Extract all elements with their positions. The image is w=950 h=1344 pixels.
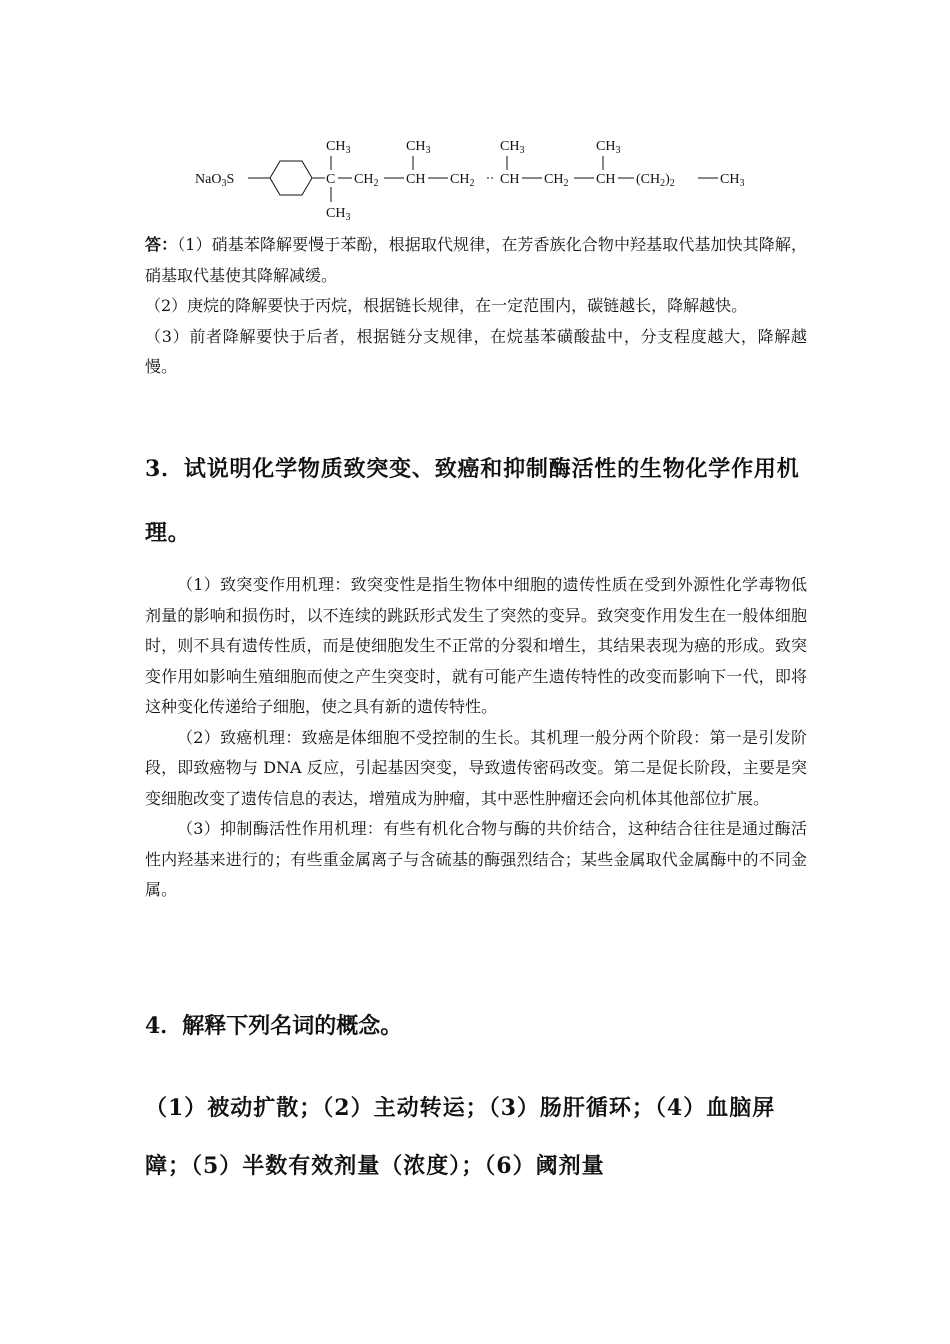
structure-ch3-end: $CH_3$ <box>720 172 745 189</box>
structure-ch2-1: $CH_2$ <box>354 172 379 189</box>
carcinogenesis-paragraph: （2）致癌机理：致癌是体细胞不受控制的生长。其机理一般分两个阶段：第一是引发阶段，即致癌物与 DNA 反应，引起基因突变，导致遗传密码改变。第二是促长阶段，主要是突变细胞改变了遗传信息的表达，增殖成为肿瘤，其中恶性肿瘤还会向机体其他部位扩展。 <box>145 727 807 808</box>
question-4-heading: 4．解释下列名词的概念。 <box>145 1013 403 1039</box>
structure-ch2-3: $CH_2$ <box>544 172 569 189</box>
benzene-ring-icon <box>270 161 312 195</box>
structure-ch3-top-3: $CH_3$ <box>500 139 525 156</box>
question-3-heading: 3．试说明化学物质致突变、致癌和抑制酶活性的生物化学作用机理。 <box>145 456 800 546</box>
answer-block <box>145 230 807 383</box>
structure-ch2-2: $CH_2$ <box>450 172 475 189</box>
chemical-structure <box>190 128 760 228</box>
structure-ch-1: CH <box>406 172 426 187</box>
structure-nao3s: NaO$_3$S <box>195 172 235 189</box>
question-3-answer <box>145 570 807 906</box>
question-4-terms: （1）被动扩散；（2）主动转运；（3）肠肝循环；（4）血脑屏障；（5）半数有效剂量（浓度）；（6）阈剂量 <box>145 1095 776 1179</box>
alkylbenzene-sulfonate-structure <box>190 128 760 228</box>
structure-ch3-top-1: $CH_3$ <box>326 139 351 156</box>
structure-ch3-bottom: $CH_3$ <box>326 206 351 223</box>
answer-paragraph-1 <box>145 230 807 291</box>
enzyme-inhibition-paragraph: （3）抑制酶活性作用机理：有些有机化合物与酶的共价结合，这种结合往往是通过酶活性内羟基来进行的；有些重金属离子与含硫基的酶强烈结合；某些金属取代金属酶中的不同金属。 <box>145 819 807 899</box>
structure-quaternary-c: C <box>326 172 336 187</box>
answer-paragraph-3: （3）前者降解要快于后者，根据链分支规律，在烷基苯磺酸盐中，分支程度越大，降解越慢。 <box>145 326 807 376</box>
answer-text-1: （1）硝基苯降解要慢于苯酚，根据取代规律，在芳香族化合物中羟基取代基加快其降解，硝基取代基使其降解减缓。 <box>145 235 807 285</box>
answer-label: 答： <box>145 235 178 254</box>
structure-ch2-repeat: $(CH_2)_2$ <box>636 172 675 189</box>
structure-ch-3: CH <box>596 172 616 187</box>
mutagenesis-paragraph: （1）致突变作用机理：致突变性是指生物体中细胞的遗传性质在受到外源性化学毒物低剂量的影响和损伤时，以不连续的跳跃形式发生了突然的变异。致突变作用发生在一般体细胞时，则不具有遗传性质，而是使细胞发生不正常的分裂和增生，其结果表现为癌的形成。致突变作用如影响生殖细胞而使之产生突变时，就有可能产生遗传特性的改变而影响下一代，即将这种变化传递给子细胞，使之具有新的遗传特性。 <box>145 575 807 716</box>
structure-ch3-top-4: $CH_3$ <box>596 139 621 156</box>
structure-ch3-top-2: $CH_3$ <box>406 139 431 156</box>
answer-paragraph-2: （2）庚烷的降解要快于丙烷，根据链长规律，在一定范围内，碳链越长，降解越快。 <box>145 296 748 315</box>
structure-ch-2: CH <box>500 172 520 187</box>
